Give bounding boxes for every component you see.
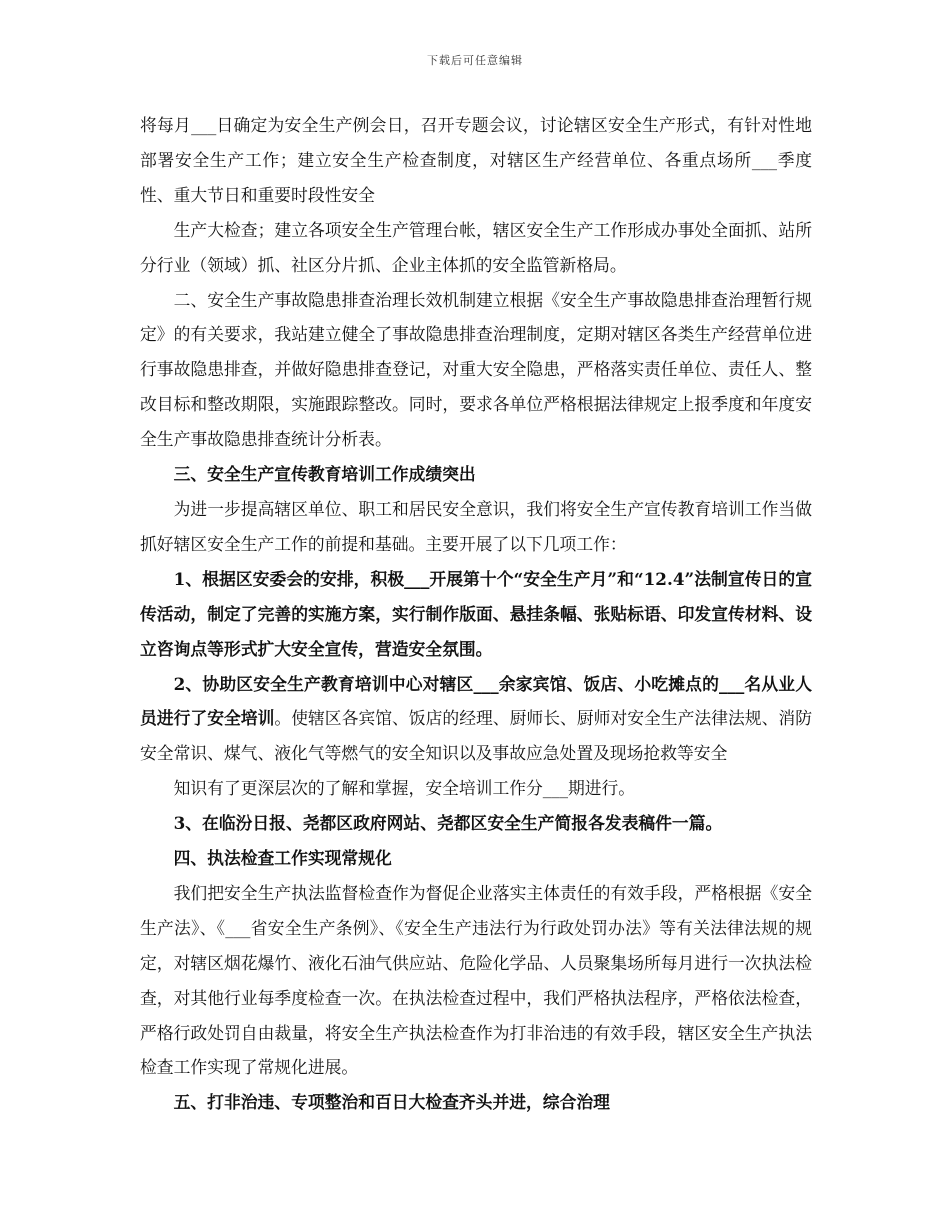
paragraph-6: 我们把安全生产执法监督检查作为督促企业落实主体责任的有效手段，严格根据《安全生产法》、《___省安全生产条例》、《安全生产违法行为行政处罚办法》等有关法律法规的规定，对辖区烟花爆竹、液化石油气供应站、危险化学品、人员聚集场所每月进行一次执法检查，对其他行业每季度检查一次。在执法检查过程中，我们严格执法程序，严格依法检查，严格行政处罚自由裁量，将安全生产执法检查作为打非治违的有效手段，辖区安全生产执法检查工作实现了常规化进展。	[140, 882, 812, 1078]
item-1: 1、根据区安委会的安排，积极___开展第十个“安全生产月”和“12.4”法制宣传日的宣传活动，制定了完善的实施方案，实行制作版面、悬挂条幅、张贴标语、印发宣传材料、设立咨询点等形式扩大安全宣传，营造安全氛围。	[140, 568, 812, 659]
item-2-rest: 。使辖区各宾馆、饭店的经理、厨师长、厨师对安全生产法律法规、消防安全常识、煤气、液化气等燃气的安全知识以及事故应急处置及现场抢救等安全	[140, 708, 812, 764]
section-heading-4: 四、执法检查工作实现常规化	[173, 848, 392, 869]
paragraph-1: 将每月___日确定为安全生产例会日，召开专题会议，讨论辖区安全生产形式，有针对性地部署安全生产工作；建立安全生产检查制度，对辖区生产经营单位、各重点场所___季度性、重大节日和重要时段性安全	[140, 115, 812, 205]
section-heading-5: 五、打非治违、专项整治和百日大检查齐头并进，综合治理	[173, 1092, 610, 1113]
paragraph-5: 知识有了更深层次的了解和掌握，安全培训工作分___期进行。	[173, 778, 636, 799]
item-2	[140, 667, 812, 772]
document-body	[140, 108, 812, 1120]
section-heading-3: 三、安全生产宣传教育培训工作成绩突出	[173, 464, 476, 485]
paragraph-2: 生产大检查；建立各项安全生产管理台帐，辖区安全生产工作形成办事处全面抓、站所分行业（领域）抓、社区分片抓、企业主体抓的安全监管新格局。	[140, 219, 812, 275]
page-header: 下载后可任意编辑	[427, 54, 523, 67]
item-3: 3、在临汾日报、尧都区政府网站、尧都区安全生产简报各发表稿件一篇。	[173, 813, 723, 834]
item-2-bold: 2、协助区安全生产教育培训中心对辖区___余家宾馆、饭店、小吃摊点的___名从业人员进行了安全培训	[140, 673, 812, 729]
paragraph-3: 二、安全生产事故隐患排查治理长效机制建立根据《安全生产事故隐患排查治理暂行规定》的有关要求，我站建立健全了事故隐患排查治理制度，定期对辖区各类生产经营单位进行事故隐患排查，并做好隐患排查登记，对重大安全隐患，严格落实责任单位、责任人、整改目标和整改期限，实施跟踪整改。同时，要求各单位严格根据法律规定上报季度和年度安全生产事故隐患排查统计分析表。	[140, 289, 812, 450]
paragraph-4: 为进一步提高辖区单位、职工和居民安全意识，我们将安全生产宣传教育培训工作当做抓好辖区安全生产工作的前提和基础。主要开展了以下几项工作：	[140, 498, 812, 554]
